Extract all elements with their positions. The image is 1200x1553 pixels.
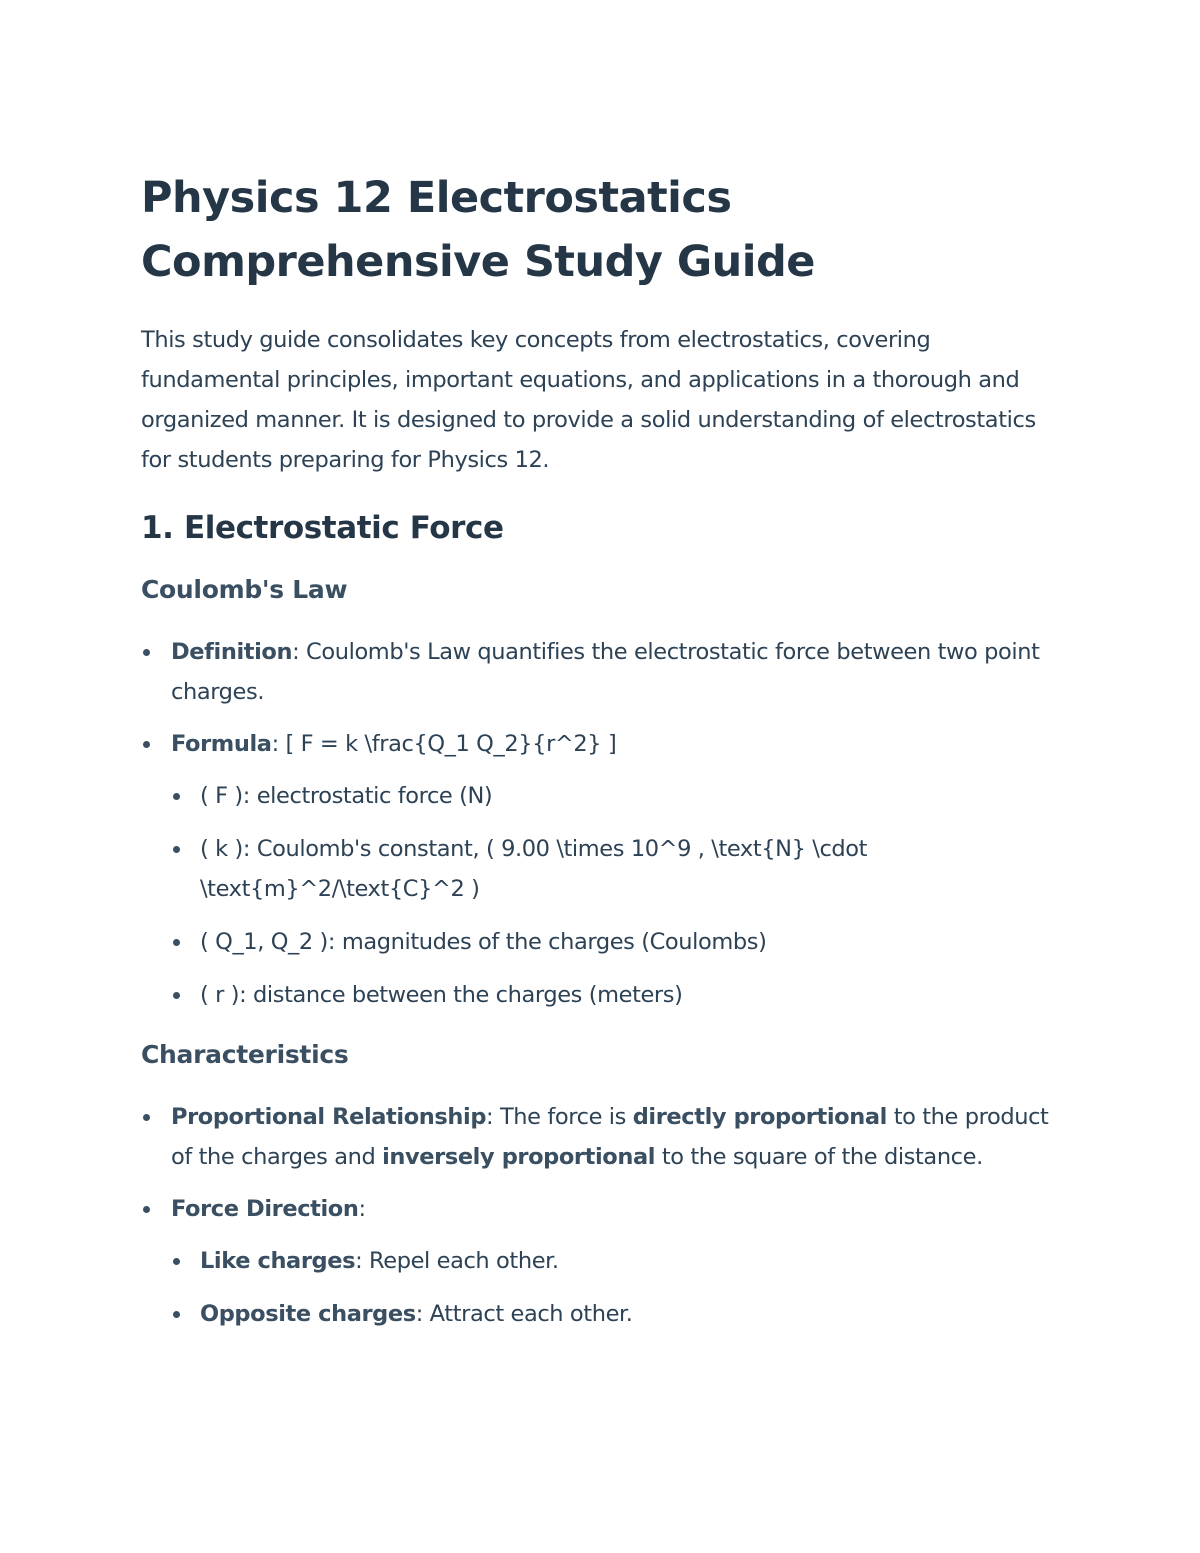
bullet-icon [173, 992, 180, 999]
directly-proportional-bold: directly proportional [632, 1104, 887, 1130]
variable-f-text: ( F ): electrostatic force (N) [200, 783, 493, 809]
subheading-characteristics: Characteristics [141, 1040, 349, 1069]
list-item-formula [141, 724, 1061, 1015]
proportional-label: Proportional Relationship [171, 1104, 487, 1130]
coulomb-list [141, 632, 1061, 1015]
list-item-variable-r [171, 975, 1061, 1015]
list-item-definition [141, 632, 1061, 712]
characteristics-list [141, 1097, 1061, 1334]
list-item-like-charges [171, 1241, 1061, 1281]
section-heading-electrostatic-force: 1. Electrostatic Force [141, 510, 504, 546]
bullet-icon [143, 1114, 150, 1121]
force-direction-list [171, 1241, 1061, 1334]
intro-paragraph: This study guide consolidates key concepts from electrostatics, covering fundamental principles, important equations, and applications in a thorough and organized manner. It is designed to provide a solid understanding of electrostatics for students preparing for Physics 12. [141, 327, 1036, 473]
inversely-proportional-bold: inversely proportional [382, 1144, 656, 1170]
force-direction-label: Force Direction [171, 1196, 359, 1222]
list-item-variable-k [171, 829, 1061, 909]
proportional-text-1: : The force is [486, 1104, 633, 1130]
title-line-1: Physics 12 Electrostatics [141, 173, 732, 223]
like-charges-text: : Repel each other. [355, 1248, 559, 1274]
formula-label: Formula [171, 731, 272, 757]
list-item-variable-f [171, 776, 1061, 816]
bullet-icon [173, 793, 180, 800]
list-item-force-direction [141, 1189, 1061, 1334]
variable-r-text: ( r ): distance between the charges (meters) [200, 982, 683, 1008]
bullet-icon [173, 1311, 180, 1318]
like-charges-label: Like charges [200, 1248, 356, 1274]
list-item-opposite-charges [171, 1294, 1061, 1334]
subheading-coulombs-law: Coulomb's Law [141, 575, 348, 604]
proportional-text-3: to the square of the distance. [655, 1144, 983, 1170]
definition-text: : Coulomb's Law quantifies the electrostatic force between two point charges. [171, 639, 1040, 705]
variable-q-text: ( Q_1, Q_2 ): magnitudes of the charges (Coulombs) [200, 929, 767, 955]
opposite-charges-text: : Attract each other. [415, 1301, 633, 1327]
document-page [141, 166, 1061, 1347]
bullet-icon [143, 741, 150, 748]
list-item-proportional [141, 1097, 1061, 1177]
bullet-icon [173, 939, 180, 946]
force-direction-colon: : [358, 1196, 366, 1222]
bullet-icon [143, 1206, 150, 1213]
page-title [141, 166, 1061, 294]
bullet-icon [173, 846, 180, 853]
definition-label: Definition [171, 639, 293, 665]
title-line-2: Comprehensive Study Guide [141, 237, 815, 287]
bullet-icon [143, 649, 150, 656]
variable-k-text: ( k ): Coulomb's constant, ( 9.00 \times 10^9 , \text{N} \cdot \text{m}^2/\text{C}^2 ) [200, 836, 868, 902]
list-item-variable-q [171, 922, 1061, 962]
formula-text: : [ F = k \frac{Q_1 Q_2}{r^2} ] [271, 731, 617, 757]
opposite-charges-label: Opposite charges [200, 1301, 416, 1327]
proportional-text-2: to the product of the charges and [171, 1104, 1049, 1170]
formula-variables-list [171, 776, 1061, 1015]
bullet-icon [173, 1258, 180, 1265]
